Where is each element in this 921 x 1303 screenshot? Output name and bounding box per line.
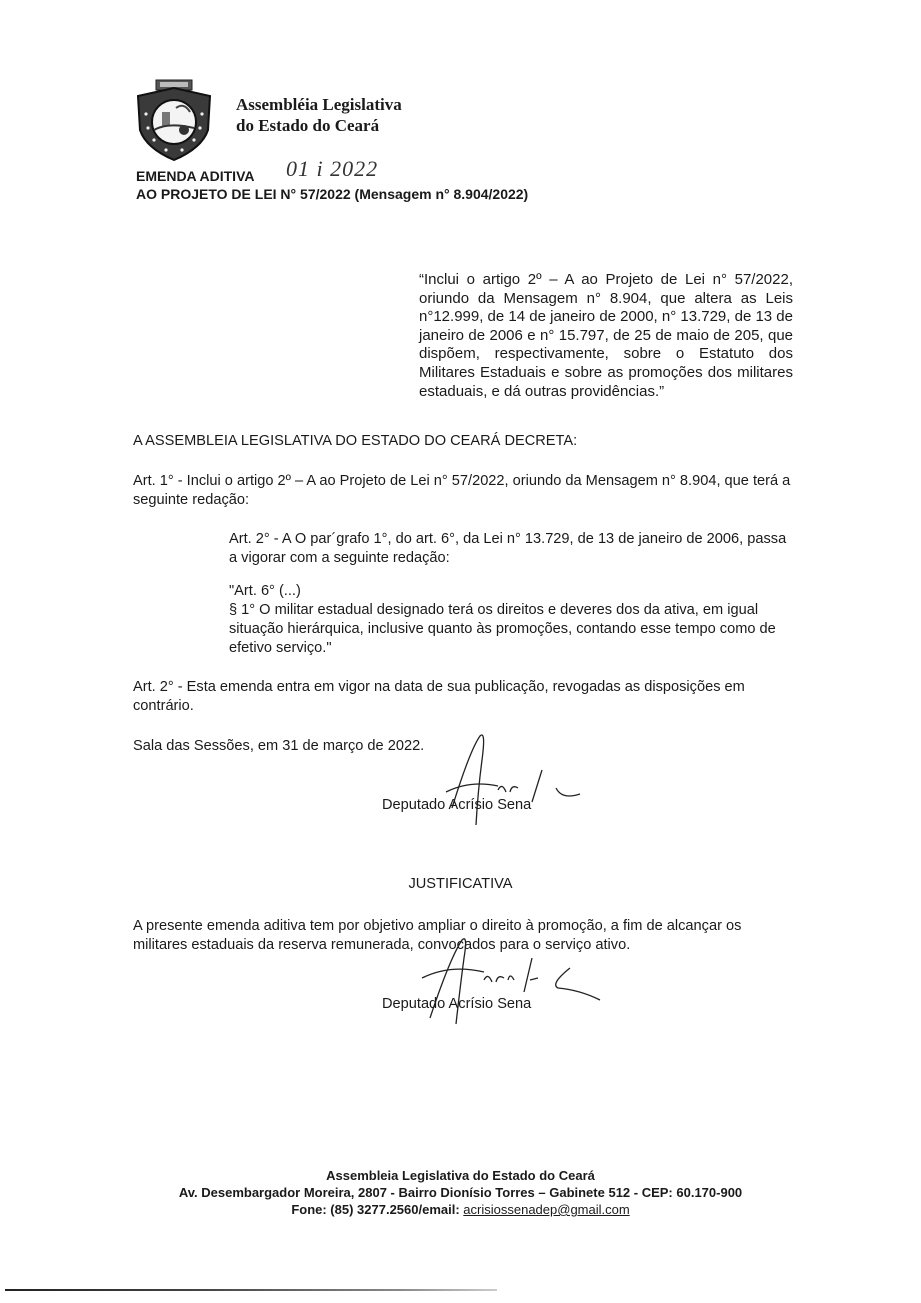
article-6-heading: "Art. 6° (...) [229, 583, 301, 599]
footer [0, 1167, 921, 1218]
footer-phone: Fone: (85) 3277.2560/email: [291, 1202, 464, 1217]
bottom-rule [5, 1289, 497, 1291]
signatory-name-1: Deputado Acrísio Sena [382, 797, 532, 813]
session-date: Sala das Sessões, em 31 de março de 2022. [133, 738, 425, 754]
emenda-label: EMENDA ADITIVA [136, 168, 255, 184]
ementa-paragraph: “Inclui o artigo 2º – A ao Projeto de Lei n° 57/2022, oriundo da Mensagem n° 8.904, que altera as Leis n°12.999, de 14 de janeiro de 2000, n° 13.729, de 13 de janeiro de 2006 e n° 15.797, de 25 de maio de 205, que dispõem, respectivamente, sobre o Estatuto dos Militares Estaduais e sobre as promoções dos militares estaduais, e dá outras providências.” [419, 271, 793, 400]
organization-name [236, 94, 402, 136]
article-2: Art. 2° - Esta emenda entra em vigor na data de sua publicação, revogadas as disposições em contrário. [133, 679, 745, 714]
article-6-paragraph-1: § 1° O militar estadual designado terá os direitos e deveres dos da ativa, em igual situação hierárquica, inclusive quanto às promoções, contando esse tempo como de efetivo serviço." [229, 602, 776, 656]
footer-contact [0, 1201, 921, 1218]
justificativa-text: A presente emenda aditiva tem por objetivo ampliar o direito à promoção, a fim de alcançar os militares estaduais da reserva remunerada, convocados para o serviço ativo. [133, 918, 742, 953]
footer-address: Av. Desembargador Moreira, 2807 - Bairro Dionísio Torres – Gabinete 512 - CEP: 60.170-900 [178, 1185, 743, 1200]
signature-1 [440, 730, 600, 830]
coat-of-arms-icon [132, 78, 216, 162]
quoted-article-6 [229, 582, 795, 658]
quoted-article-2: Art. 2° - A O par´grafo 1°, do art. 6°, da Lei n° 13.729, de 13 de janeiro de 2006, passa a vigorar com a seguinte redação: [229, 531, 787, 566]
org-line-1: Assembléia Legislativa [236, 95, 402, 114]
decreta-heading: A ASSEMBLEIA LEGISLATIVA DO ESTADO DO CEARÁ DECRETA: [133, 433, 578, 449]
signatory-name-2: Deputado Acrísio Sena [382, 996, 532, 1012]
article-1: Art. 1° - Inclui o artigo 2º – A ao Projeto de Lei n° 57/2022, oriundo da Mensagem n° 8.904, que terá a seguinte redação: [133, 473, 791, 508]
emenda-number-handwritten: 01 i 2022 [286, 156, 379, 181]
email-link[interactable]: acrisiossenadep@gmail.com [463, 1202, 630, 1217]
footer-org: Assembleia Legislativa do Estado do Ceará [326, 1168, 595, 1183]
justificativa-heading: JUSTIFICATIVA [408, 876, 513, 892]
org-line-2: do Estado do Ceará [236, 116, 380, 135]
projeto-title: AO PROJETO DE LEI N° 57/2022 (Mensagem n° 8.904/2022) [136, 186, 529, 202]
